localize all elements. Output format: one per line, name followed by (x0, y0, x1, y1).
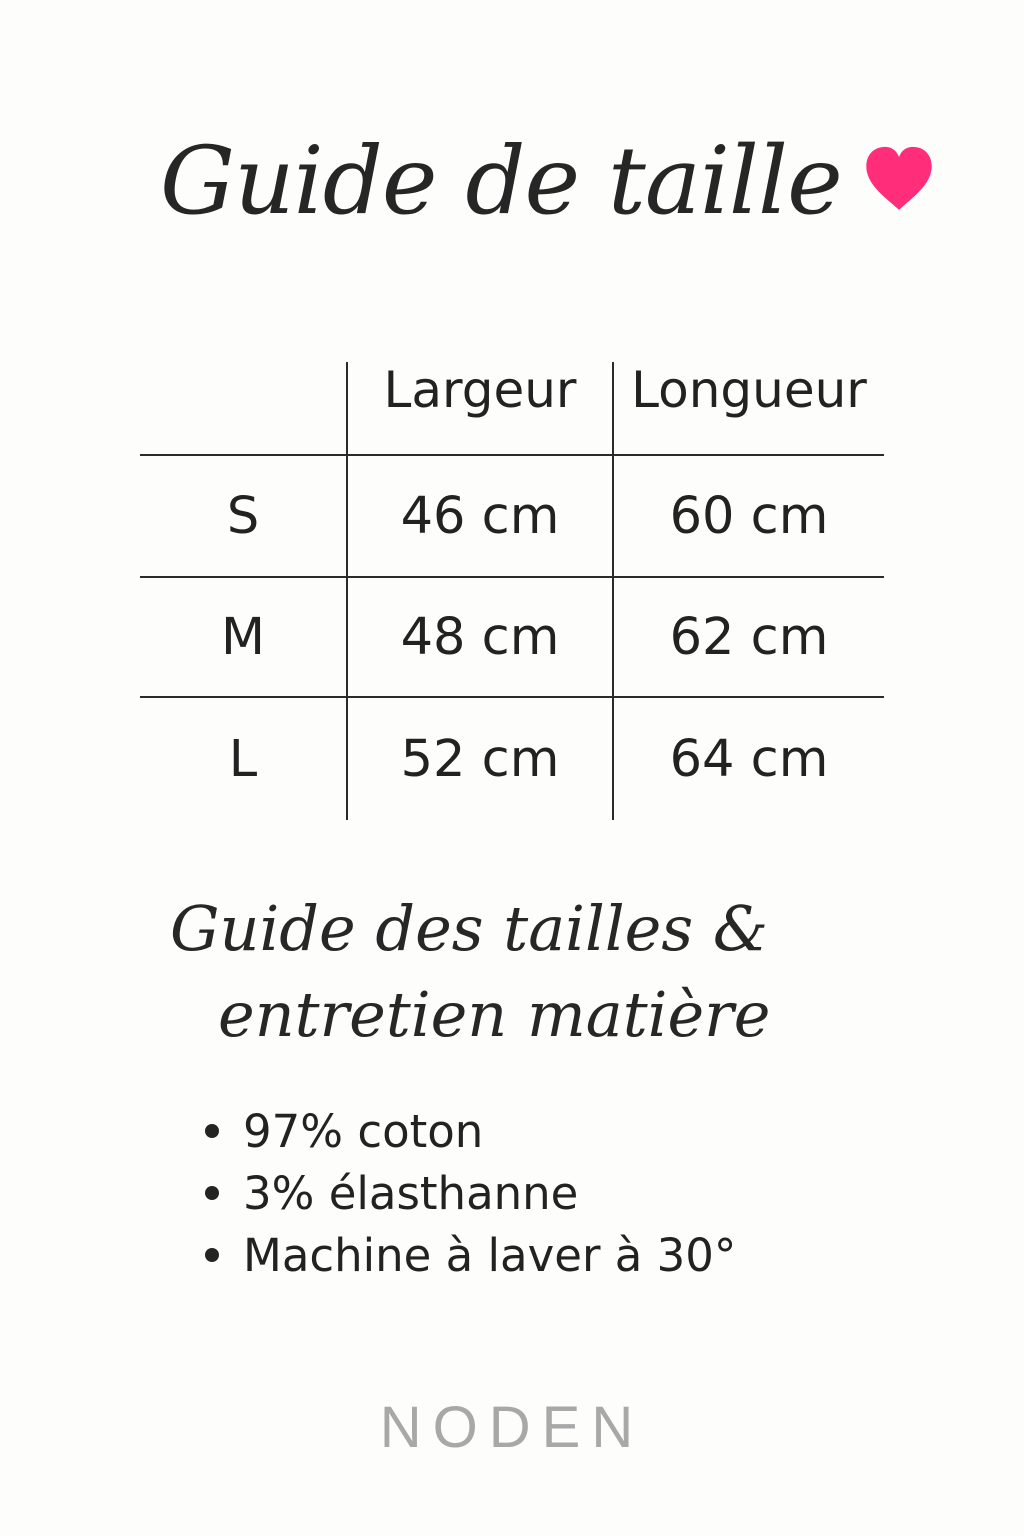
width-value-s: 46 cm (400, 486, 560, 546)
care-title-line: entretien matière (218, 978, 771, 1051)
heart-icon (860, 143, 938, 213)
care-list (205, 1100, 845, 1286)
column-header-length: Longueur (631, 361, 867, 419)
care-item-text: 97% coton (243, 1104, 484, 1158)
list-item (205, 1162, 845, 1224)
list-item (205, 1224, 845, 1286)
care-item-text: Machine à laver à 30° (243, 1228, 737, 1282)
list-item (205, 1100, 845, 1162)
page-title (160, 112, 920, 252)
care-title-line: Guide des tailles & (170, 892, 769, 965)
length-value-m: 62 cm (669, 607, 829, 667)
length-value-s: 60 cm (669, 486, 829, 546)
size-chart-table (140, 362, 884, 822)
bullet-icon (205, 1124, 219, 1138)
width-value-m: 48 cm (400, 607, 560, 667)
bullet-icon (205, 1186, 219, 1200)
column-header-width: Largeur (383, 361, 577, 419)
size-label-l: L (228, 729, 258, 789)
size-label-s: S (226, 486, 260, 546)
size-label-m: M (220, 607, 265, 667)
bullet-icon (205, 1248, 219, 1262)
care-item-text: 3% élasthanne (243, 1166, 579, 1220)
care-section-title (170, 886, 790, 1058)
length-value-l: 64 cm (669, 729, 829, 789)
width-value-l: 52 cm (400, 729, 560, 789)
brand-name: NODEN (379, 1395, 645, 1460)
page-title-text: Guide de taille (160, 127, 842, 236)
